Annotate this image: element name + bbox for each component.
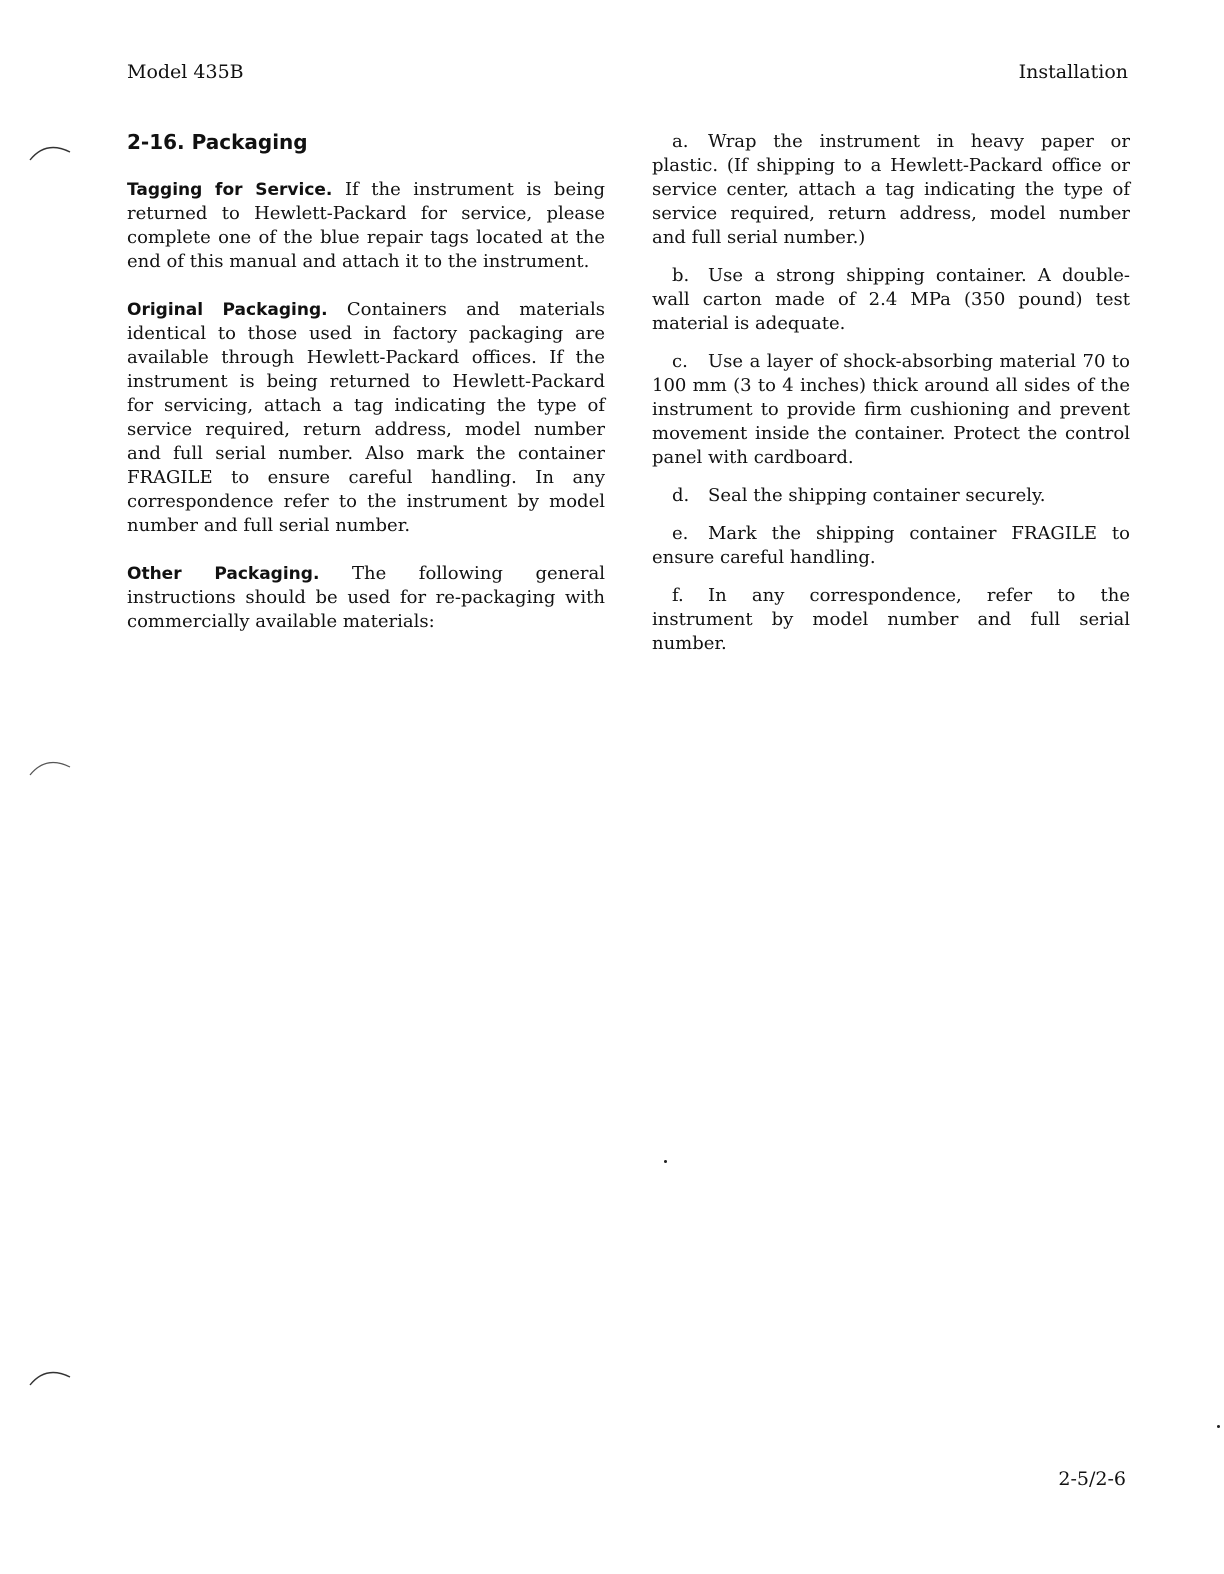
step-item bbox=[652, 350, 1130, 470]
paragraph-text: If the instrument is being returned to Hewlett-Packard for service, please complete one of the blue repair tags located at the end of this manual and attach it to the instrument. bbox=[127, 179, 605, 272]
step-letter: e. bbox=[672, 523, 689, 544]
step-text: Wrap the instrument in heavy paper or plastic. (If shipping to a Hewlett-Packard office or service center, attach a tag indicating the type of service required, return address, model number and full serial number.) bbox=[652, 131, 1130, 248]
step-item bbox=[652, 584, 1130, 656]
step-text: Mark the shipping container FRAGILE to ensure careful handling. bbox=[652, 523, 1130, 568]
step-letter: b. bbox=[672, 265, 690, 286]
left-column bbox=[127, 130, 605, 658]
run-in-heading: Other Packaging. bbox=[127, 564, 320, 584]
binder-hole-mark bbox=[28, 140, 72, 162]
step-text: Use a strong shipping container. A double-wall carton made of 2.4 MPa (350 pound) test material is adequate. bbox=[652, 265, 1130, 334]
step-text: Use a layer of shock-absorbing material 70 to 100 mm (3 to 4 inches) thick around all sides of the instrument to provide firm cushioning and prevent movement inside the container. Protect the control panel with cardboard. bbox=[652, 351, 1130, 468]
run-in-heading: Original Packaging. bbox=[127, 300, 328, 320]
step-item bbox=[652, 130, 1130, 250]
paragraph-other-packaging bbox=[127, 562, 605, 634]
step-item bbox=[652, 522, 1130, 570]
step-item bbox=[652, 484, 1130, 508]
step-letter: d. bbox=[672, 485, 690, 506]
running-header-chapter: Installation bbox=[1018, 61, 1128, 83]
page-number: 2-5/2-6 bbox=[1058, 1468, 1126, 1490]
step-letter: c. bbox=[672, 351, 688, 372]
run-in-heading: Tagging for Service. bbox=[127, 180, 333, 200]
step-item bbox=[652, 264, 1130, 336]
section-title: 2-16. Packaging bbox=[127, 130, 308, 154]
step-letter: f. bbox=[672, 585, 684, 606]
binder-hole-mark bbox=[28, 755, 72, 777]
step-text: Seal the shipping container securely. bbox=[708, 485, 1046, 506]
paragraph-text: The following general instructions should be used for re-packaging with commercially available materials: bbox=[127, 563, 605, 632]
paragraph-text: Containers and materials identical to those used in factory packaging are available through Hewlett-Packard offices. If the instrument is being returned to Hewlett-Packard for servicing, attach a tag indicating the type of service required, return address, model number and full serial number. Also mark the container FRAGILE to ensure careful handling. In any correspondence refer to the instrument by model number and full serial number. bbox=[127, 299, 605, 536]
step-text: In any correspondence, refer to the instrument by model number and full serial number. bbox=[652, 585, 1130, 654]
scan-speck bbox=[664, 1160, 667, 1163]
step-letter: a. bbox=[672, 131, 689, 152]
binder-hole-mark bbox=[28, 1365, 72, 1387]
paragraph-original-packaging bbox=[127, 298, 605, 538]
running-header-model: Model 435B bbox=[127, 61, 244, 83]
paragraph-tagging-for-service bbox=[127, 178, 605, 274]
scan-speck bbox=[1217, 1425, 1220, 1428]
right-column bbox=[652, 130, 1130, 670]
